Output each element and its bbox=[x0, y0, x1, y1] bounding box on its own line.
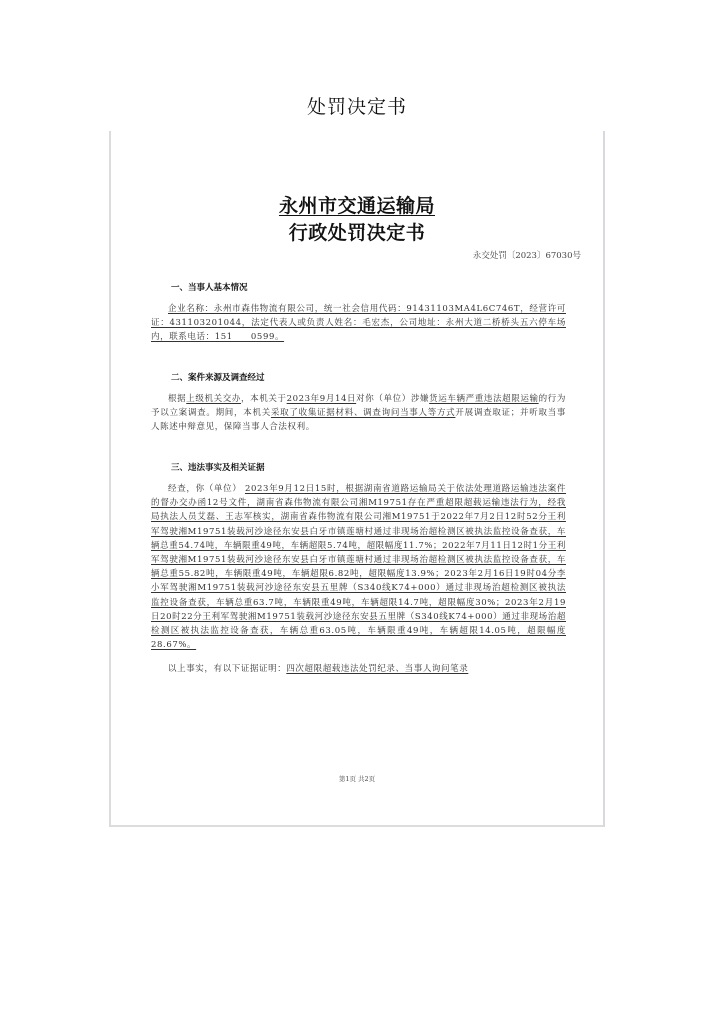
section-heading: 一、当事人基本情况 bbox=[171, 283, 248, 293]
text-segment: 开展调查取证；并听取当事人陈述申辩意见，保障当事人合法权利。 bbox=[151, 408, 566, 433]
paragraph bbox=[151, 662, 566, 676]
text-segment: 2023年9月14日 bbox=[286, 394, 357, 404]
text-segment: 企业名称：永州市森伟物流有限公司，统一社会信用代码：91431103MA4L6C746T，经营许可证：431103201044，法定代表人或负责人姓名：毛宏杰，公司地址：永州大道二桥桥头五六停车场内，联系电话：151 0599。 bbox=[151, 304, 566, 343]
paragraph bbox=[151, 392, 566, 435]
text-segment: ，本机关于 bbox=[241, 394, 287, 404]
text-segment: 货运车辆严重违法超限运输 bbox=[429, 394, 539, 404]
section-case-source bbox=[151, 371, 566, 435]
window-title: 处罚决定书 bbox=[306, 96, 407, 118]
document-kind: 行政处罚决定书 bbox=[288, 222, 426, 244]
text-segment: 经查，你（单位） bbox=[168, 484, 245, 494]
section-heading: 三、违法事实及相关证据 bbox=[171, 463, 265, 473]
text-segment: 2023年9月12日15时，根据湖南省道路运输局关于依法处理道路运输违法案件的督办交办函12号文件，湖南省森伟物流有限公司湘M19751存在严重超限超载运输违法行为，经我局执法人员艾磊、王志军核实，湖南省森伟物流有限公司湘M19751于2022年7月2日12时52分王利军驾驶湘M19751装载河沙途径东安县白牙市镇莲塘村通过非现场治超检测区被执法监控设备查获，车辆总重54.74吨，车辆限重49吨，车辆超限5.74吨，超限幅度11.7%；2022年7月11日12时1分王利军驾驶湘M19751装载河沙途径东安县白牙市镇莲塘村通过非现场治超检测区被执法监控设备查获，车辆总重55.82吨，车辆限重49吨，车辆超限6.82吨，超限幅度13.9%；2023年2月16日19时04分李小军驾驶湘M19751装载河沙途径东安县五里牌（S340线K74+000）通过非现场治超检测区被执法监控设备查获，车辆总重63.7吨，车辆限重49吨，车辆超限14.7吨，超限幅度30%；2023年2月19日20时22分王利军驾驶湘M19751装载河沙途径东安县五里牌（S340线K74+000）通过非现场治超检测区被执法监控设备查获，车辆总重63.05吨，车辆限重49吨，车辆超限14.05吨，超限幅度28.67%。 bbox=[151, 484, 566, 651]
agency-name: 永州市交通运输局 bbox=[278, 195, 435, 217]
section-party-info bbox=[151, 281, 566, 345]
paragraph bbox=[151, 302, 566, 345]
document-page bbox=[109, 131, 605, 827]
document-number: 永交处罚〔2023〕67030号 bbox=[472, 251, 581, 261]
text-segment: 根据 bbox=[168, 394, 187, 404]
paragraph bbox=[151, 482, 566, 652]
text-segment: 以上事实，有以下证据证明： bbox=[168, 664, 287, 675]
text-segment: 采取了收集证据材料、调查询问当事人等方式 bbox=[270, 408, 456, 419]
text-segment: 的行为予以立案调查。期间，本机关 bbox=[151, 394, 566, 419]
section-facts-evidence bbox=[151, 461, 566, 677]
text-segment: 四次超限超载违法处罚纪录、当事人询问笔录 bbox=[286, 664, 469, 675]
section-heading: 二、案件来源及调查经过 bbox=[171, 373, 265, 383]
text-segment: 上级机关交办 bbox=[186, 394, 241, 404]
page-footer: 第1页 共2页 bbox=[338, 775, 376, 783]
text-segment: 对你（单位）涉嫌 bbox=[356, 394, 430, 404]
